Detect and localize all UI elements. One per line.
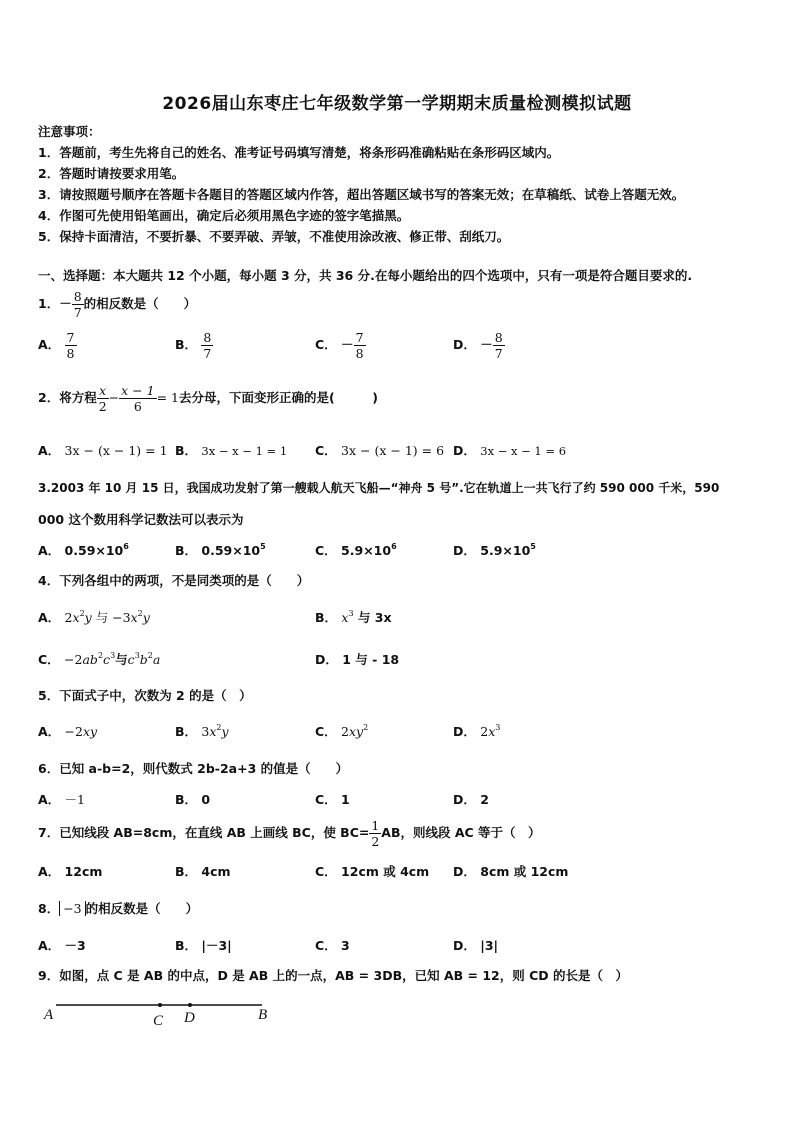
option-d: D． $5.9\times 10^5$ <box>453 542 536 558</box>
question-1 <box>38 289 196 320</box>
fraction: $\frac{8}{7}$ <box>73 289 82 320</box>
fraction: $\frac{x - 1}{6}$ <box>121 383 155 414</box>
notice-item: 5．保持卡面清洁，不要折暴、不要弄破、弄皱，不准使用涂改液、修正带、刮纸刀。 <box>38 229 510 244</box>
point-d <box>188 1003 192 1007</box>
minus-sign: － <box>59 296 72 311</box>
label-a: A <box>44 1007 54 1023</box>
option-c: C． 1 <box>315 792 350 807</box>
option-b: B． $x^3$ 与 3x <box>315 609 392 625</box>
option-b: B． 0 <box>175 792 211 807</box>
question-8: 8． −3 的相反数是（ ） <box>38 901 199 916</box>
option-b: B． $\frac{8}{7}$ <box>175 330 212 361</box>
page-title: 2026届山东枣庄七年级数学第一学期期末质量检测模拟试题 <box>162 94 632 114</box>
notice-item: 2．答题时请按要求用笔。 <box>38 166 185 181</box>
option-a: A． －3 <box>38 938 86 953</box>
option-d: D． － $\frac{8}{7}$ <box>453 330 503 361</box>
option-a: A． 3x − (x − 1) = 1 <box>38 443 168 458</box>
option-c: C． 3 <box>315 938 350 953</box>
option-b: B． 4cm <box>175 864 231 879</box>
question-5: 5．下面式子中，次数为 2 的是（ ） <box>38 688 252 703</box>
option-b: B． $0.59\times 10^5$ <box>175 542 266 558</box>
segment-figure <box>40 995 280 1031</box>
section-heading: 一、选择题：本大题共 12 个小题，每小题 3 分，共 36 分.在每小题给出的四个选项中，只有一项是符合题目要求的. <box>38 268 693 283</box>
label-c: C <box>153 1013 164 1029</box>
option-d: D． 8cm 或 12cm <box>453 864 569 879</box>
option-d: D． $2x^3$ <box>453 723 501 739</box>
option-c: C． 12cm 或 4cm <box>315 864 430 879</box>
question-3: 3.2003 年 10 月 15 日，我国成功发射了第一艘载人航天飞船—“神舟 5 号”.它在轨道上一共飞行了约 590 000 千米，590 <box>38 481 720 495</box>
question-6: 6．已知 a-b=2，则代数式 2b-2a+3 的值是（ ） <box>38 761 349 776</box>
option-a: A． −2xy <box>38 724 98 739</box>
option-b: B． 3x − x − 1 = 1 <box>175 443 288 458</box>
option-a: A． －1 <box>38 792 85 807</box>
question-9: 9．如图，点 C 是 AB 的中点，D 是 AB 上的一点，AB = 3DB，已知 AB = 12，则 CD 的长是（ ） <box>38 968 628 983</box>
option-a: A． $2x^2y$ 与 $-3x^2y$ <box>38 609 150 625</box>
label-b: B <box>258 1007 268 1023</box>
option-c: C． 3x − (x − 1) = 6 <box>315 443 445 458</box>
notice-item: 4．作图可先使用铅笔画出，确定后必须用黑色字迹的签字笔描黑。 <box>38 208 410 223</box>
option-b: B． $3x^2y$ <box>175 723 229 739</box>
option-d: D． 1 与 - 18 <box>315 652 400 667</box>
option-d: D． 2 <box>453 792 489 807</box>
option-d: D． 3x − x − 1 = 6 <box>453 443 567 458</box>
fraction: $\frac{1}{2}$ <box>371 818 380 849</box>
question-7: 7．已知线段 AB=8cm，在直线 AB 上画线 BC，使 BC= $\frac{1}{2}$ AB，则线段 AC 等于（ ） <box>38 818 541 849</box>
question-number: 1． <box>38 296 60 311</box>
option-a: A． $\frac{7}{8}$ <box>38 330 75 361</box>
fraction: $\frac{x}{2}$ <box>98 383 107 414</box>
option-b: B． |－3| <box>175 938 232 953</box>
question-2: 2．将方程 $\frac{x}{2}$ − $\frac{x - 1}{6}$ = 1去分母，下面变形正确的是( ) <box>38 383 378 414</box>
absolute-value: −3 <box>59 901 85 916</box>
label-d: D <box>184 1010 195 1026</box>
point-c <box>158 1003 162 1007</box>
option-c: C． $-2ab^2c^3$与$c^3b^2a$ <box>38 651 161 667</box>
option-c: C． $2xy^2$ <box>315 723 369 739</box>
notice-item: 1．答题前，考生先将自己的姓名、准考证号码填写清楚，将条形码准确粘贴在条形码区域内。 <box>38 145 560 160</box>
option-c: C． $5.9\times 10^6$ <box>315 542 397 558</box>
option-c: C． － $\frac{7}{8}$ <box>315 330 364 361</box>
option-a: A． 12cm <box>38 864 103 879</box>
option-a: A． $0.59\times 10^6$ <box>38 542 129 558</box>
option-d: D． |3| <box>453 938 499 953</box>
notice-item: 3．请按照题号顺序在答题卡各题目的答题区域内作答，超出答题区域书写的答案无效；在草稿纸、试卷上答题无效。 <box>38 187 685 202</box>
question-4: 4．下列各组中的两项，不是同类项的是（ ） <box>38 573 310 588</box>
notice-heading: 注意事项： <box>38 124 101 139</box>
question-3-cont: 000 这个数用科学记数法可以表示为 <box>38 512 244 527</box>
question-text: 的相反数是（ ） <box>83 296 197 311</box>
